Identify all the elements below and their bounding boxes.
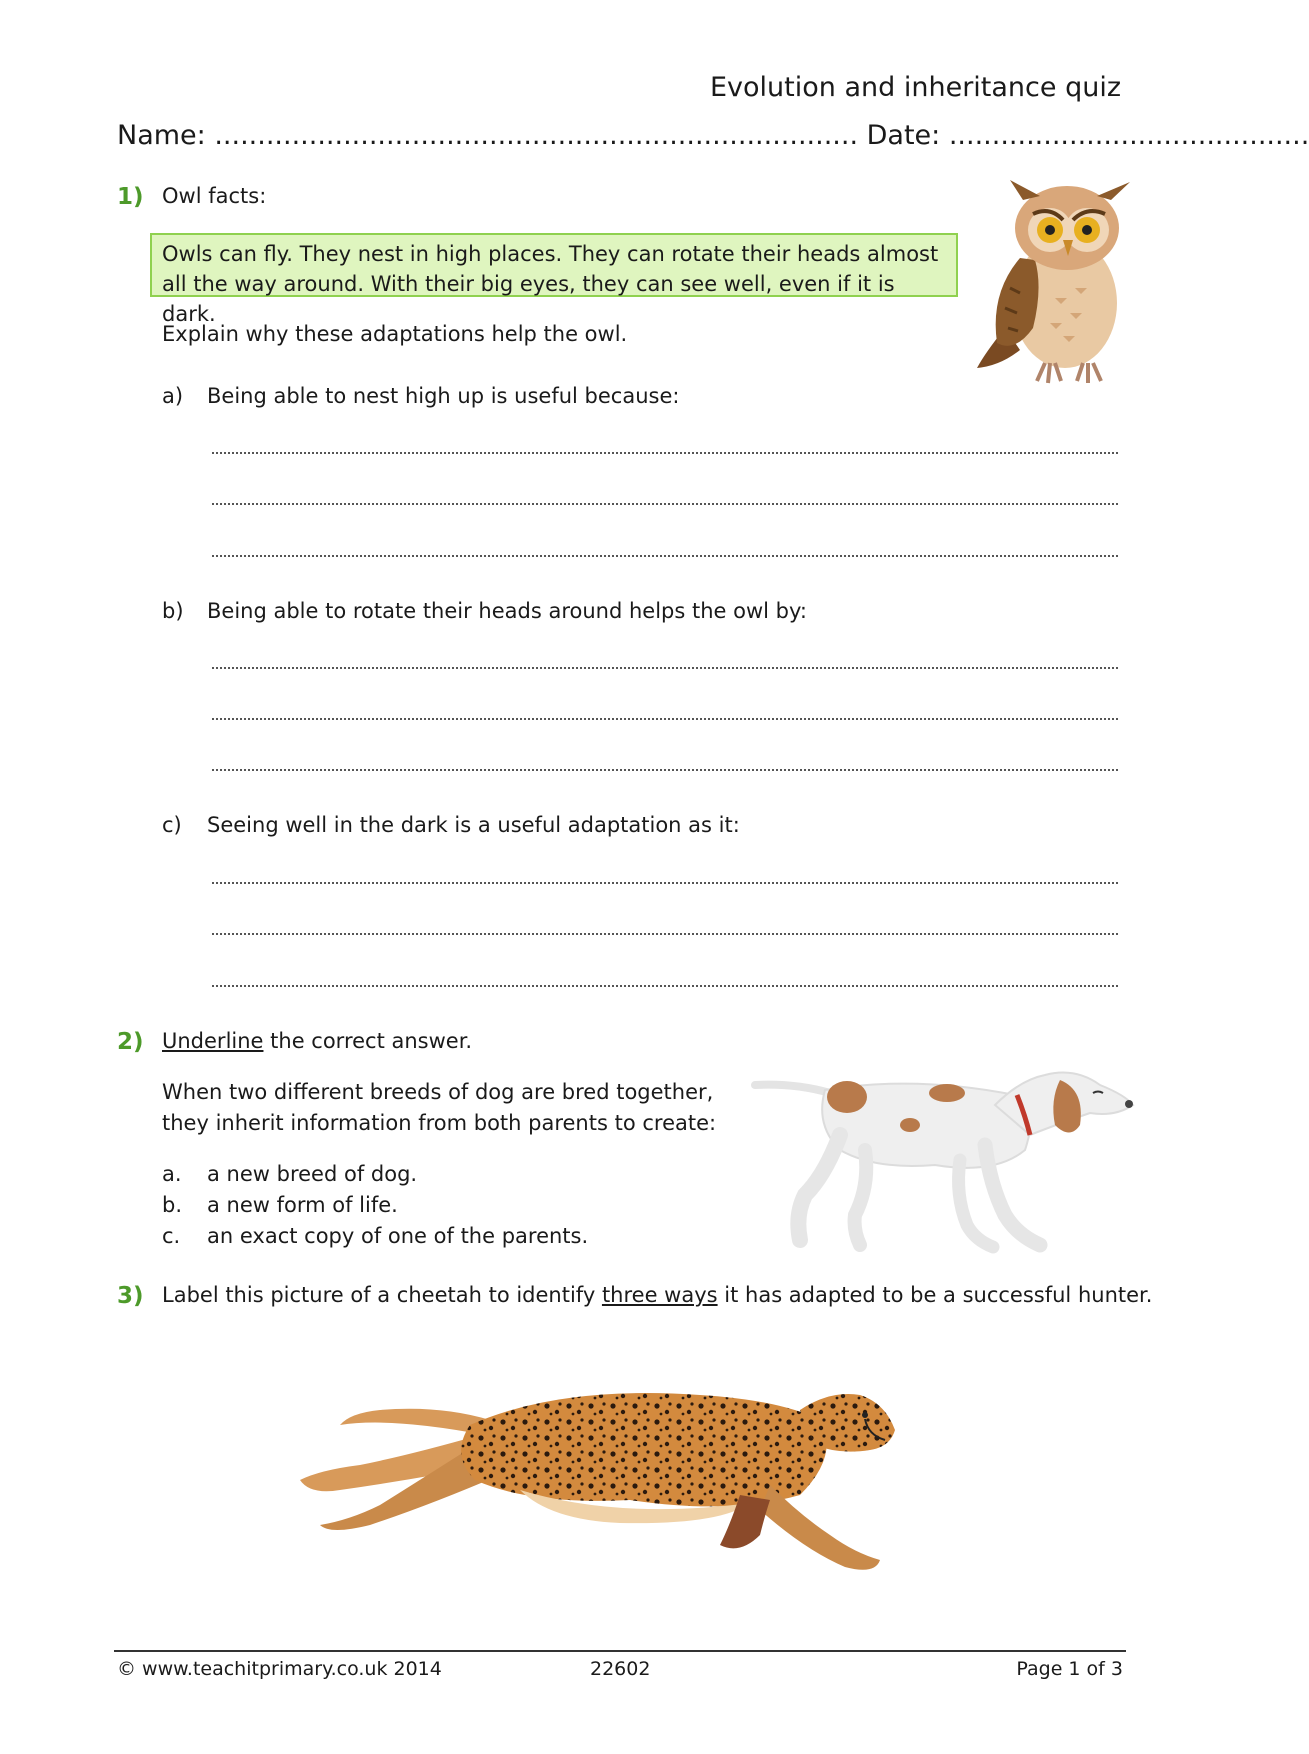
part-b-text: Being able to rotate their heads around helps the owl by: — [207, 599, 807, 623]
question-3-number: 3) — [117, 1283, 144, 1309]
date-field[interactable]: .......................................... — [948, 120, 1309, 151]
footer-copyright[interactable]: © www.teachitprimary.co.uk 2014 — [117, 1658, 442, 1680]
instruction-rest: the correct answer. — [263, 1029, 473, 1053]
footer-resource-id: 22602 — [590, 1658, 651, 1680]
question-2-instruction — [162, 1029, 472, 1053]
option-c-text[interactable]: an exact copy of one of the parents. — [207, 1224, 589, 1248]
question-1-title: Owl facts: — [162, 184, 267, 208]
answer-line[interactable] — [212, 503, 1118, 505]
question-1-number: 1) — [117, 184, 144, 210]
question-3-text — [162, 1283, 1152, 1307]
answer-line[interactable] — [212, 667, 1118, 669]
answer-line[interactable] — [212, 452, 1118, 454]
option-b-text[interactable]: a new form of life. — [207, 1193, 398, 1217]
part-c-letter: c) — [162, 813, 182, 837]
question-2-stem-line-1: When two different breeds of dog are bred together, — [162, 1080, 714, 1104]
option-b-letter: b. — [162, 1193, 183, 1217]
underline-word: Underline — [162, 1029, 264, 1053]
owl-fact-box: Owls can fly. They nest in high places. They can rotate their heads almost all the way around. With their big eyes, they can see well, even if it is dark. — [150, 233, 958, 297]
owl-illustration — [975, 178, 1135, 388]
name-date-row — [117, 120, 1309, 151]
answer-line[interactable] — [212, 769, 1118, 771]
dog-illustration — [755, 1065, 1135, 1255]
footer-divider — [114, 1650, 1126, 1652]
question-1-instruction: Explain why these adaptations help the owl. — [162, 322, 628, 346]
q3-text-underlined: three ways — [601, 1283, 718, 1307]
option-c-letter: c. — [162, 1224, 181, 1248]
part-b-letter: b) — [162, 599, 184, 623]
option-a-letter: a. — [162, 1162, 182, 1186]
answer-line[interactable] — [212, 555, 1118, 557]
page-title: Evolution and inheritance quiz — [710, 72, 1121, 103]
cheetah-illustration — [300, 1385, 940, 1585]
q3-text-after: it has adapted to be a successful hunter. — [717, 1283, 1153, 1307]
answer-line[interactable] — [212, 933, 1118, 935]
date-label: Date: — [858, 120, 949, 151]
name-label: Name: — [117, 120, 215, 151]
part-a-letter: a) — [162, 384, 184, 408]
name-field[interactable]: ........................................................................... — [214, 120, 859, 151]
answer-line[interactable] — [212, 882, 1118, 884]
part-c-text: Seeing well in the dark is a useful adaptation as it: — [207, 813, 740, 837]
answer-line[interactable] — [212, 718, 1118, 720]
option-a-text[interactable]: a new breed of dog. — [207, 1162, 418, 1186]
footer-page-number: Page 1 of 3 — [1016, 1658, 1123, 1680]
answer-line[interactable] — [212, 985, 1118, 987]
question-2-number: 2) — [117, 1029, 144, 1055]
q3-text-before: Label this picture of a cheetah to identify — [162, 1283, 602, 1307]
question-2-stem-line-2: they inherit information from both parents to create: — [162, 1111, 717, 1135]
part-a-text: Being able to nest high up is useful because: — [207, 384, 680, 408]
